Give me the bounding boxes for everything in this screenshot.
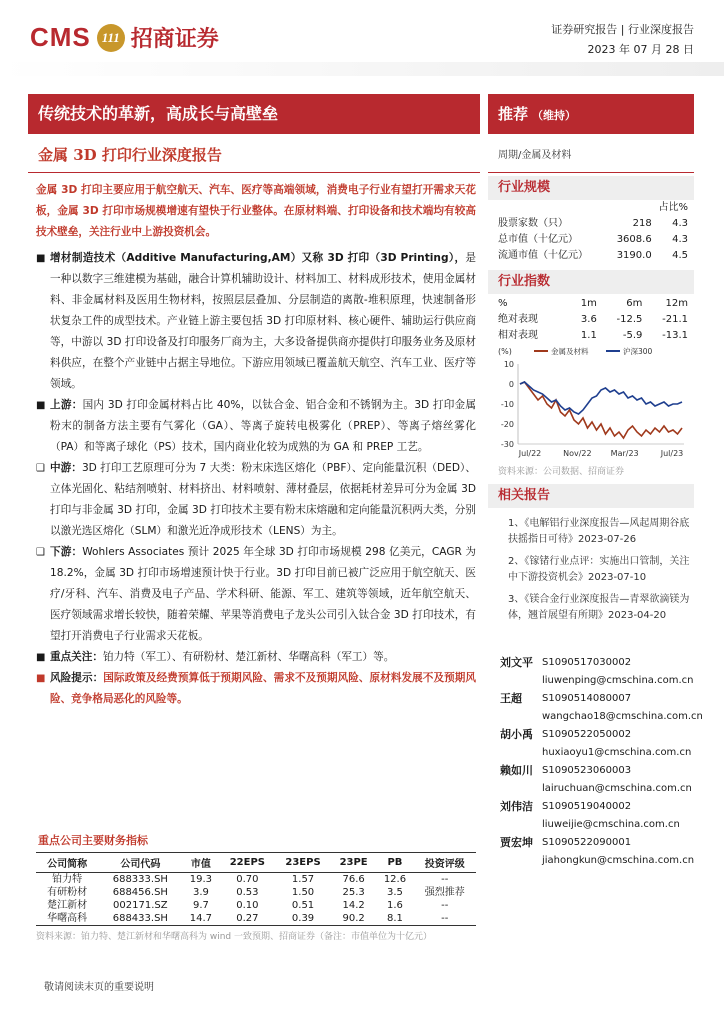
table-cell: 6m [626,298,643,309]
related-reports-list [508,516,692,630]
table-cell: 8.1 [376,912,413,926]
table-row [36,912,476,926]
table-cell: 1.50 [291,887,315,898]
table-cell: 楚江新材 [47,900,88,911]
bullet-square-icon: ■ [36,253,46,264]
table-cell: 002171.SZ [113,900,168,911]
chart-source: 资料来源：公司数据、招商证券 [498,467,625,477]
analyst-entry [500,726,694,762]
bullet-head: 上游： [50,399,83,411]
bullet-checkbox-icon: ❑ [36,463,45,474]
table-cell: 1.6 [387,900,403,911]
table-cell: 218 [632,218,652,229]
table-cell: 0.53 [236,887,259,898]
table-row [498,200,688,216]
y-tick-label: 10 [503,360,514,369]
financials-table [36,852,476,926]
subtitle-divider [28,172,480,173]
analyst-entry [500,798,694,834]
col-header: 公司代码 [98,853,182,873]
header-divider [0,62,724,76]
table-cell: 绝对表现 [498,314,538,325]
report-subtitle: 金属 3D 打印行业深度报告 [38,146,222,164]
table-row [498,248,688,264]
table-cell: 0.39 [275,912,331,926]
table-cell: 0.27 [220,912,276,926]
scale-section-title: 行业规模 [488,176,694,200]
bullet-body: Wohlers Associates 预计 2025 年全球 3D 打印市场规模 298 亿美元，CAGR 为 18.2%，金属 3D 打印市场增速预计快于行业。3D 打印目前已被广泛应用于航空航天、医疗/牙科、汽车、消费及电子产品、学术科研、能源、军工、建筑等领域，近年航空航天、医疗领域需求增长较快，随着荣耀、苹果等消费电子龙头公司引入钛合金 3D 打印技术，有望打开消费电子行业需求天花板。 [50,546,477,642]
analyst-email[interactable]: liuwenping@cmschina.com.cn [542,675,694,686]
bullet-body: 是一种以数字三维建模为基础，融合计算机辅助设计、材料加工、材料成形技术，使用金属材料、非金属材料及医用生物材料，按照层层叠加、分层制造的离散-堆积原理，快速制备形状复杂工件的成型技术。产业链上游主要包括 3D 打印原材料、核心硬件、辅助运行供应商等，中游以 3D 打印设备及打印服务厂商为主，大多设备提供商亦提供打印服务业务及原材料供应，在整个产业链中占据主导地位。下游应用领域已覆盖航天航空、汽车工业、医疗等领域。 [50,252,476,390]
bullet-am-tech [36,248,476,395]
table-cell: 4.3 [672,218,688,229]
table-cell: 0.10 [236,900,259,911]
table-cell: -13.1 [662,330,688,341]
table-cell: 688333.SH [112,874,168,885]
y-tick-label: -10 [500,400,514,409]
x-tick-label: Nov/22 [563,449,592,458]
bullet-square-icon: ■ [36,673,46,684]
logo-cms-text: CMS [30,22,91,52]
rating-label: 推荐 [498,105,529,123]
table-cell: 3608.6 [616,234,652,245]
table-cell: 4.5 [672,250,688,261]
table-row [36,873,476,887]
bullet-risk [36,668,476,710]
header-meta [551,20,694,60]
col-header: 22EPS [220,853,276,873]
col-header: PB [376,853,413,873]
table-cell: 1.57 [291,874,315,885]
table-cell: 76.6 [342,874,365,885]
table-cell: 1.1 [580,330,597,341]
chart-ylabel: (%) [498,347,512,356]
bullet-head: 重点关注： [50,651,103,663]
bullet-head: 风险提示： [50,672,104,684]
analyst-id: S1090517030002 [542,657,632,668]
table-cell: 688433.SH [98,912,182,926]
financials-title: 重点公司主要财务指标 [38,834,148,847]
company-logo [30,22,219,53]
table-cell: 12.6 [383,874,407,885]
financials-source: 资料来源：铂力特、楚江新材和华曙高科为 wind 一致预期、招商证券（备注：市值单位为十亿元） [36,932,433,942]
bullet-downstream [36,542,476,647]
analyst-name: 胡小禹 [500,728,533,741]
table-cell: 有研粉材 [47,887,88,898]
related-report-item[interactable]: 3、《镁合金行业深度报告—青翠欲滴镁为体，翘首展望有所期》2023-04-20 [508,594,690,621]
analyst-email[interactable]: jiahongkun@cmschina.com.cn [542,855,695,866]
analyst-entry [500,762,694,798]
analyst-id: S1090519040002 [542,801,632,812]
scale-table [498,200,688,264]
table-cell: 4.3 [672,234,688,245]
y-tick-label: 0 [508,380,514,389]
logo-badge-icon: 111 [97,24,125,52]
table-cell: 3.5 [387,887,403,898]
rating-note: （维持） [532,109,577,122]
table-cell: 1m [580,298,597,309]
table-cell: 流通市值（十亿元） [498,250,588,261]
table-cell: % [498,298,508,309]
x-tick-label: Mar/23 [610,449,639,458]
bullet-head: 下游： [50,546,83,558]
analyst-entry [500,654,694,690]
table-cell: 0.51 [291,900,315,911]
analyst-list [500,654,703,870]
bullet-square-icon: ■ [36,400,46,411]
legend-label-hs300: 沪深300 [623,347,653,356]
related-section-title: 相关报告 [488,484,694,508]
table-cell: 股票家数（只） [498,218,568,229]
analyst-id: S1090522090001 [542,837,632,848]
bullet-body: 3D 打印工艺原理可分为 7 大类：粉末床选区熔化（PBF）、定向能量沉积（DED）、立体光固化、粘结剂喷射、材料挤出、材料喷射、薄材叠层，依据耗材差异可分为金属 3D 打印与非金属 3D 打印，金属 3D 打印技术主要有粉末床熔融和定向能量沉积两大类，分别以激光选区熔化（SLM）和激光近净成形技术（LENS）为主。 [50,462,476,537]
table-row [36,899,476,912]
rating-bar [488,94,694,134]
analyst-entry [500,690,703,726]
x-tick-label: Jul/23 [660,449,684,458]
analyst-name: 贾宏坤 [500,836,533,849]
index-section-title: 行业指数 [488,270,694,294]
table-cell [498,200,609,216]
table-header-row [36,853,476,873]
table-cell: 铂力特 [52,874,83,885]
table-cell: 0.70 [236,874,259,885]
bullet-head: 增材制造技术（Additive Manufacturing,AM）又称 3D 打印（3D Printing）， [50,252,466,264]
bullet-list [36,248,476,710]
bullet-checkbox-icon: ❑ [36,547,45,558]
rating-divider [488,172,694,173]
bullet-body: 国际政策及经费预算低于预期风险、需求不及预期风险、原材料发展不及预期风险、竞争格局恶化的风险等。 [50,672,477,705]
index-table [498,296,688,344]
share-header: 占比% [658,202,688,213]
table-cell: 25.3 [342,887,365,898]
col-header: 投资评级 [414,853,476,873]
analyst-id: S1090522050002 [542,729,632,740]
table-cell: 3.6 [580,314,597,325]
table-cell: 3190.0 [616,250,652,261]
y-tick-label: -30 [500,440,514,449]
col-header: 23EPS [275,853,331,873]
chart-series-lines [520,382,682,438]
table-cell: 14.2 [342,900,365,911]
footer-note: 敬请阅读末页的重要说明 [44,982,154,993]
bullet-body: 国内 3D 打印金属材料占比 40%，以钛合金、铝合金和不锈钢为主。3D 打印金属粉末的制备方法主要有气雾化（GA）、等离子旋转电极雾化（PREP）、等离子熔丝雾化（PA）和等离子球化（PS）技术，国内商业化较为成熟的为 GA 和 PREP 工艺。 [50,399,476,453]
bullet-upstream [36,395,476,458]
table-cell: -- [414,912,476,926]
bullet-head: 中游： [50,462,82,474]
table-row [498,232,688,248]
bullet-midstream [36,458,476,542]
x-tick-label: Jul/22 [518,449,542,458]
table-cell: -- [441,900,449,911]
analyst-name: 赖如川 [500,764,533,777]
table-cell: 19.3 [189,874,213,885]
table-cell: 3.9 [192,887,209,898]
industry-label: 周期/金属及材料 [498,150,572,161]
table-cell: 12m [665,298,688,309]
logo-cn-text: 招商证券 [130,26,219,52]
related-report-item[interactable]: 1、《电解铝行业深度报告—风起周期谷底扶摇指日可待》2023-07-26 [508,518,690,545]
report-type: 证券研究报告 | 行业深度报告 [551,23,694,36]
col-header: 市值 [182,853,219,873]
analyst-name: 王超 [500,692,522,705]
table-cell [609,200,652,216]
table-cell: 90.2 [331,912,376,926]
analyst-name: 刘伟洁 [500,800,533,813]
legend-label-metals: 金属及材料 [551,347,589,356]
col-header: 公司简称 [36,853,98,873]
analyst-id: S1090523060003 [542,765,632,776]
table-row [36,886,476,899]
table-cell: 总市值（十亿元） [498,234,578,245]
table-cell: 14.7 [182,912,219,926]
table-row [498,312,688,328]
chart-legend [534,346,653,356]
table-row [498,216,688,232]
bullet-body: 铂力特（军工）、有研粉材、楚江新材、华曙高科（军工）等。 [102,651,395,663]
analyst-email[interactable]: huxiaoyu1@cmschina.com.cn [542,747,692,758]
related-report-item[interactable]: 2、《镓锗行业点评：实施出口管制，关注中下游投资机会》2023-07-10 [508,556,690,583]
report-title: 传统技术的革新，高成长与高壁垒 [28,94,480,134]
analyst-entry [500,834,694,870]
bullet-focus [36,647,476,668]
chart-x-ticks [518,449,684,458]
bullet-square-icon: ■ [36,652,46,663]
index-line-chart [494,342,690,466]
table-cell: -21.1 [662,314,688,325]
table-cell: -- [441,874,449,885]
analyst-name: 刘文平 [500,656,533,669]
table-cell: 688456.SH [112,887,168,898]
table-cell: 9.7 [192,900,209,911]
lead-summary: 金属 3D 打印主要应用于航空航天、汽车、医疗等高端领域，消费电子行业有望打开需求天花板，金属 3D 打印市场规模增速有望快于行业整体。在原材料端、打印设备和技术端均有较高技术壁垒，关注行业中上游投资机会。 [36,184,476,238]
table-cell: 相对表现 [498,330,538,341]
table-cell: 华曙高科 [36,912,98,926]
analyst-email[interactable]: wangchao18@cmschina.com.cn [542,711,703,722]
table-row [498,296,688,312]
report-date: 2023 年 07 月 28 日 [587,43,694,56]
table-cell: 强烈推荐 [424,887,465,898]
analyst-email[interactable]: liuweijie@cmschina.com.cn [542,819,680,830]
col-header: 23PE [331,853,376,873]
analyst-id: S1090514080007 [542,693,632,704]
table-cell: -12.5 [616,314,643,325]
table-cell: -5.9 [622,330,643,341]
analyst-email[interactable]: lairuchuan@cmschina.com.cn [542,783,692,794]
y-tick-label: -20 [500,420,514,429]
